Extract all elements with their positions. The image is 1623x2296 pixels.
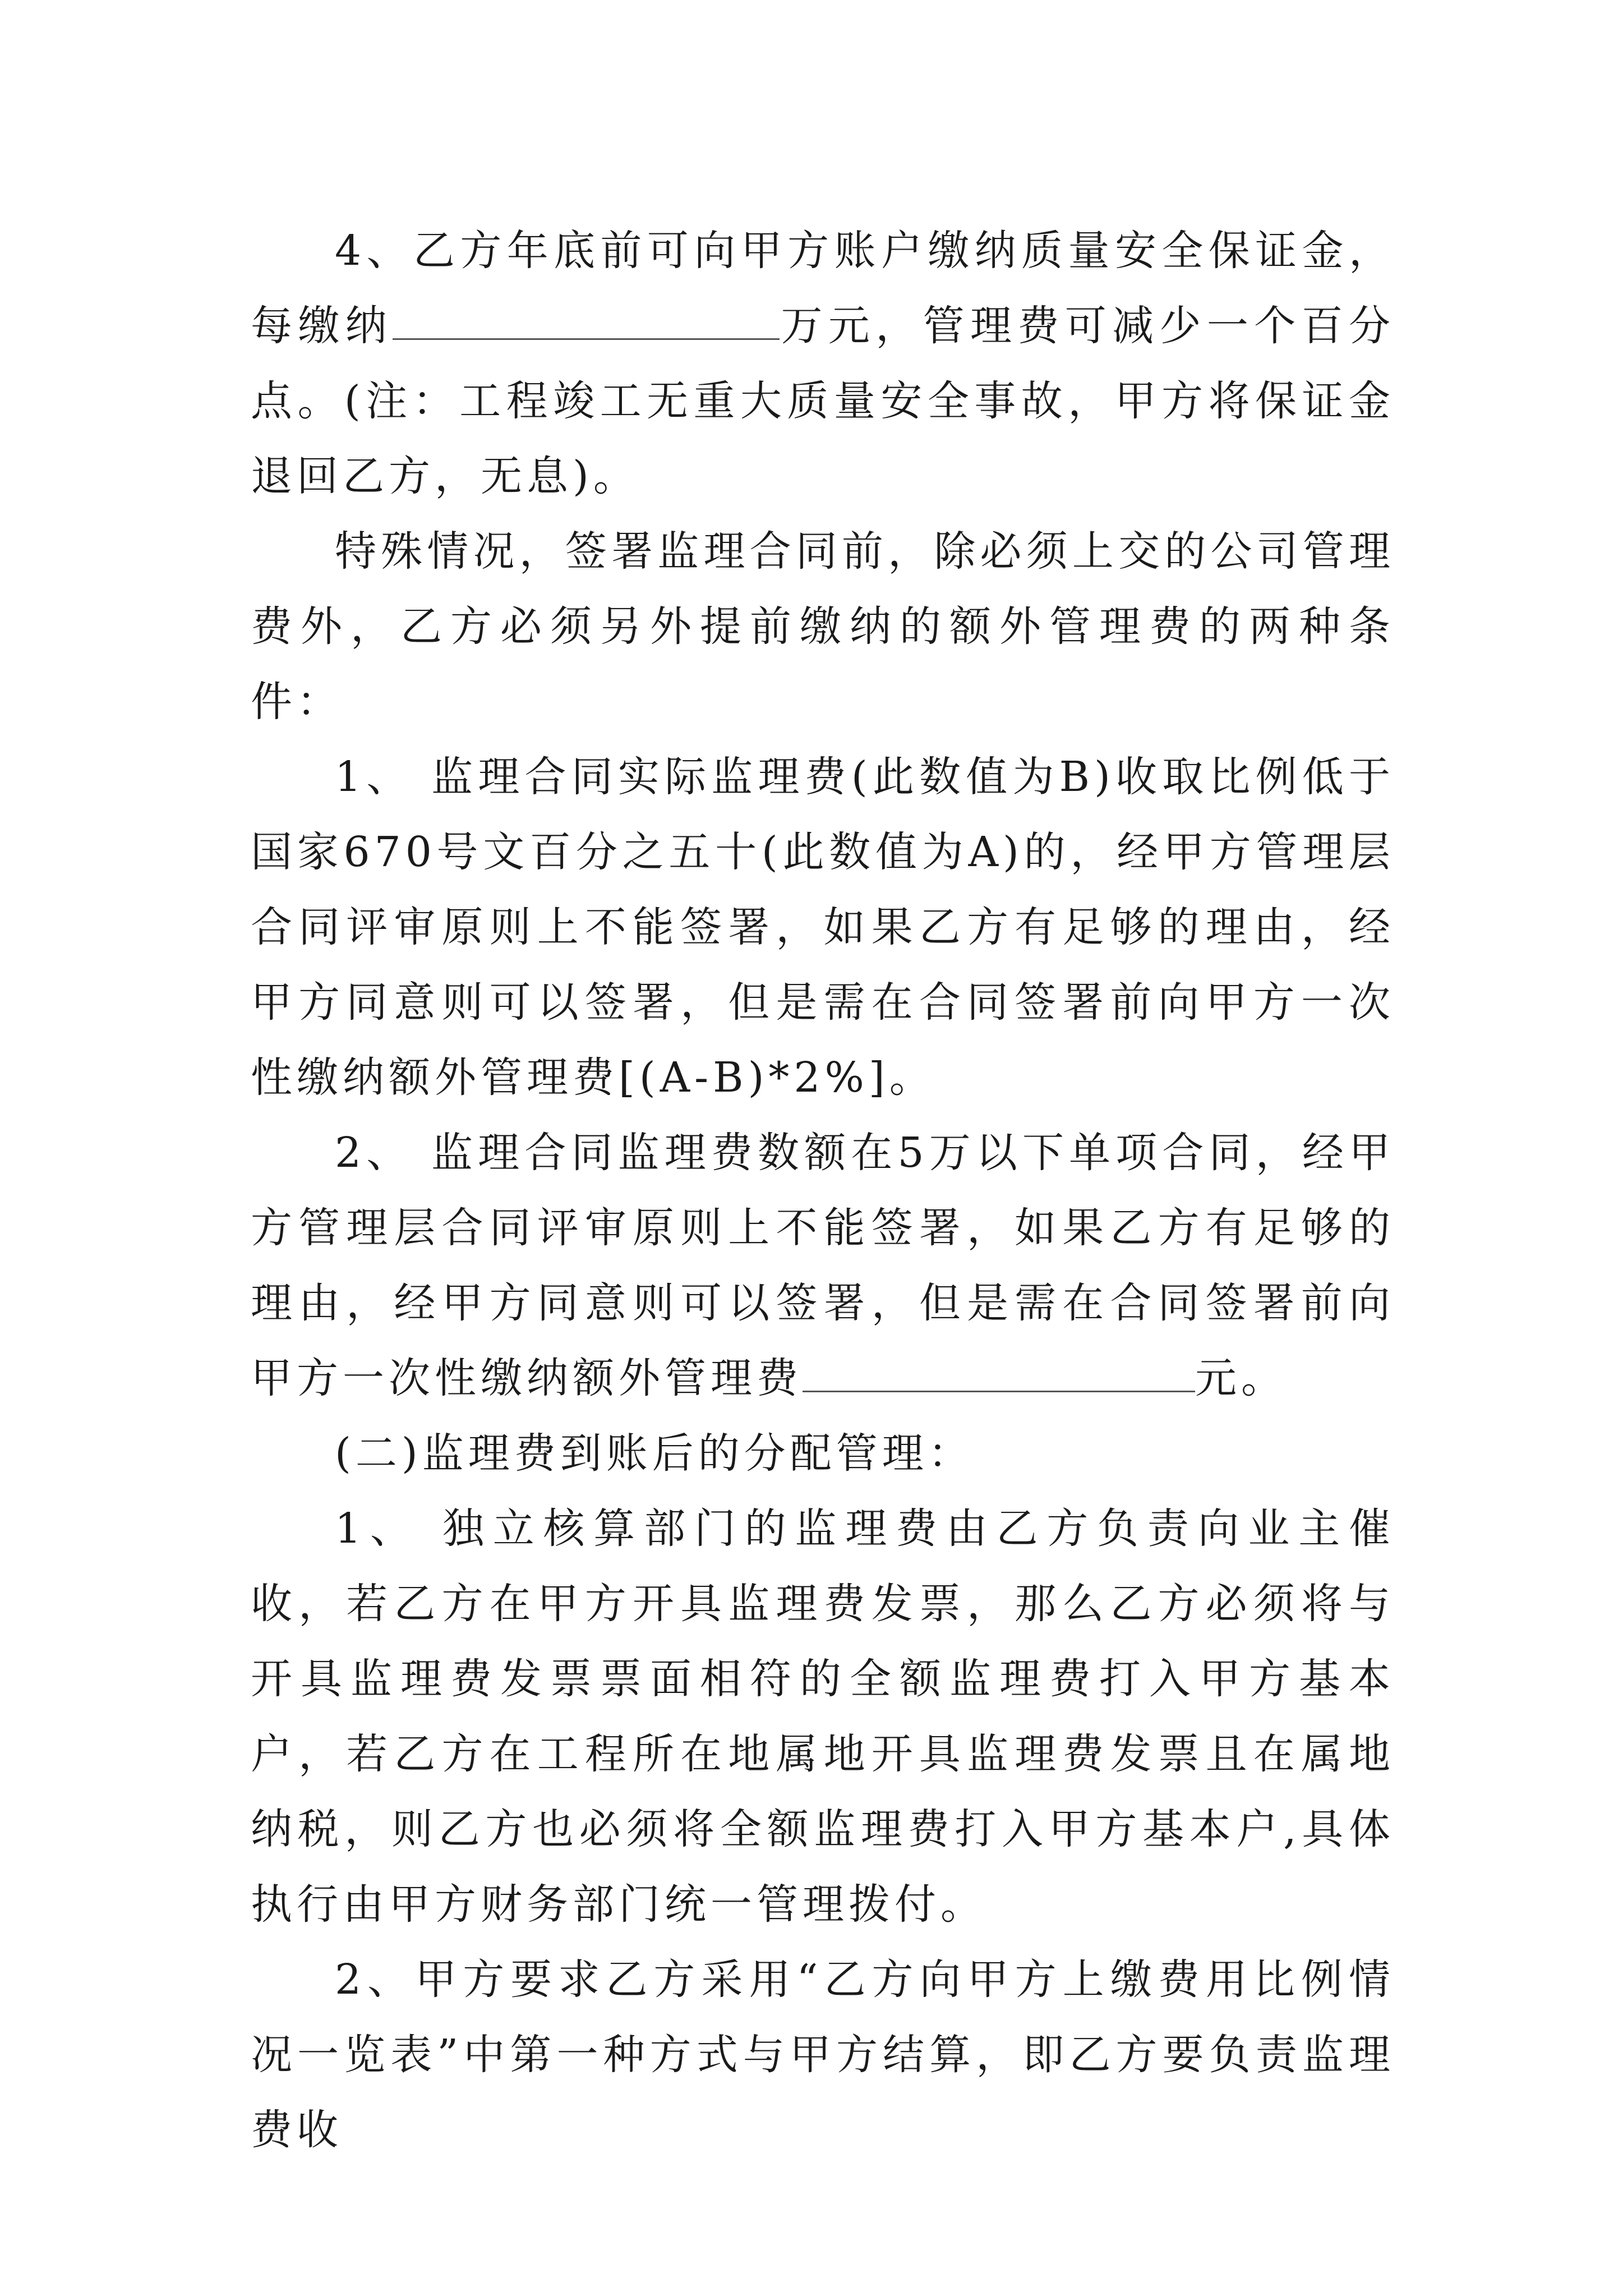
condition-2-text-end: 元。	[1195, 1354, 1287, 1402]
deposit-amount-blank	[393, 302, 780, 340]
paragraph-allocation-1: 1、 独立核算部门的监理费由乙方负责向业主催收，若乙方在甲方开具监理费发票，那么乙方必须将与开具监理费发票票面相符的全额监理费打入甲方基本户，若乙方在工程所在地属地开具监理费发票且在属地纳税，则乙方也必须将全额监理费打入甲方基本户,具体执行由甲方财务部门统一管理拨付。	[251, 1504, 1395, 1929]
paragraph-condition-1: 1、 监理合同实际监理费(此数值为B)收取比例低于国家670号文百分之五十(此数值为A)的，经甲方管理层合同评审原则上不能签署，如果乙方有足够的理由，经甲方同意则可以签署，但是需在合同签署前向甲方一次性缴纳额外管理费[(A-B)*2%]。	[251, 753, 1395, 1102]
paragraph-condition-2	[251, 1115, 1395, 1416]
paragraph-security-deposit	[251, 213, 1395, 514]
security-deposit-text-end: 万元，管理费可减少一个百分点。(注：工程竣工无重大质量安全事故，甲方将保证金退回乙方，无息)。	[251, 302, 1395, 500]
security-deposit-text-start: 4、乙方年底前可向甲方账户缴纳质量安全保证金，每缴纳	[251, 227, 1395, 350]
paragraph-special-conditions: 特殊情况，签署监理合同前，除必须上交的公司管理费外，乙方必须另外提前缴纳的额外管理费的两种条件：	[251, 527, 1395, 726]
paragraph-allocation-2: 2、甲方要求乙方采用“乙方向甲方上缴费用比例情况一览表”中第一种方式与甲方结算，即乙方要负责监理费收	[251, 1955, 1395, 2154]
condition-2-text-start: 2、 监理合同监理费数额在5万以下单项合同，经甲方管理层合同评审原则上不能签署，如果乙方有足够的理由，经甲方同意则可以签署，但是需在合同签署前向甲方一次性缴纳额外管理费	[251, 1129, 1395, 1402]
document-body	[251, 213, 1395, 2168]
section-heading-allocation: (二)监理费到账后的分配管理：	[335, 1429, 974, 1478]
extra-fee-blank	[803, 1355, 1195, 1392]
